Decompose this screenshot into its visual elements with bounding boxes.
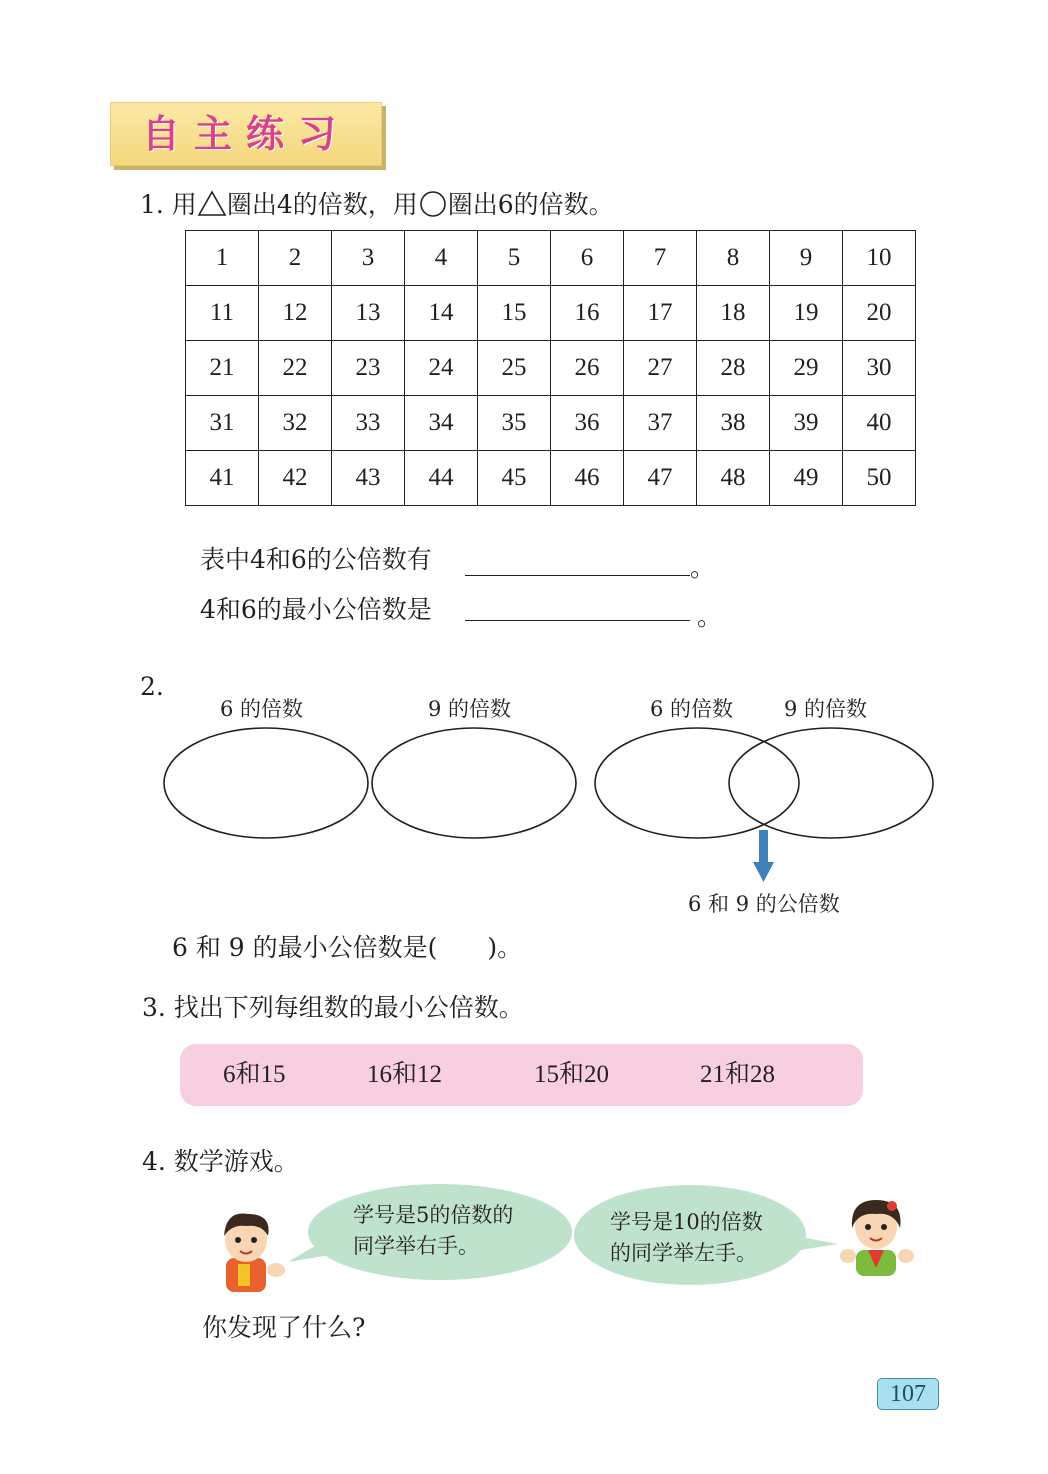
venn-label-9-multiples: 9 的倍数 (428, 697, 512, 721)
number-cell[interactable]: 44 (405, 451, 478, 506)
number-cell[interactable]: 17 (624, 286, 697, 341)
boy-character-icon (224, 1213, 285, 1292)
girl-character-icon (840, 1200, 914, 1276)
number-cell[interactable]: 8 (697, 231, 770, 286)
number-cell[interactable]: 39 (770, 396, 843, 451)
q1-prefix: 1. 用 (140, 190, 197, 219)
bubble-right-line1: 学号是10的倍数 (610, 1210, 763, 1234)
q2-answer-line: 6 和 9 的最小公倍数是( )。 (172, 933, 523, 962)
section-title: 自主练习 (141, 112, 350, 156)
q3-title: 3. 找出下列每组数的最小公倍数。 (142, 993, 524, 1022)
number-cell[interactable]: 18 (697, 286, 770, 341)
number-cell[interactable]: 3 (332, 231, 405, 286)
number-cell[interactable]: 12 (259, 286, 332, 341)
number-cell[interactable]: 20 (843, 286, 916, 341)
pair-item: 6和15 (223, 1061, 286, 1088)
number-cell[interactable]: 7 (624, 231, 697, 286)
number-cell[interactable]: 27 (624, 341, 697, 396)
number-cell[interactable]: 10 (843, 231, 916, 286)
q1-line2-end: 。 (697, 602, 723, 631)
number-cell[interactable]: 23 (332, 341, 405, 396)
number-cell[interactable]: 29 (770, 341, 843, 396)
number-cell[interactable]: 35 (478, 396, 551, 451)
number-cell[interactable]: 22 (259, 341, 332, 396)
q1-suffix: 圈出6的倍数。 (447, 190, 614, 219)
number-cell[interactable]: 37 (624, 396, 697, 451)
number-cell[interactable]: 38 (697, 396, 770, 451)
number-cell[interactable]: 46 (551, 451, 624, 506)
number-cell[interactable]: 40 (843, 396, 916, 451)
number-cell[interactable]: 30 (843, 341, 916, 396)
pair-item: 16和12 (367, 1061, 443, 1088)
number-cell[interactable]: 41 (186, 451, 259, 506)
number-cell[interactable]: 24 (405, 341, 478, 396)
number-cell[interactable]: 25 (478, 341, 551, 396)
number-cell[interactable]: 9 (770, 231, 843, 286)
number-cell[interactable]: 15 (478, 286, 551, 341)
page-number: 107 (877, 1378, 939, 1410)
venn-label-6-multiples-overlap: 6 的倍数 (650, 697, 734, 721)
venn-label-6-multiples: 6 的倍数 (220, 697, 304, 721)
number-cell[interactable]: 45 (478, 451, 551, 506)
number-cell[interactable]: 48 (697, 451, 770, 506)
number-cell[interactable]: 1 (186, 231, 259, 286)
q1-line2-label: 4和6的最小公倍数是 (200, 595, 432, 624)
number-cell[interactable]: 21 (186, 341, 259, 396)
number-cell[interactable]: 26 (551, 341, 624, 396)
common-multiples-label: 6 和 9 的公倍数 (688, 892, 840, 916)
number-cell[interactable]: 36 (551, 396, 624, 451)
number-cell[interactable]: 13 (332, 286, 405, 341)
number-cell[interactable]: 16 (551, 286, 624, 341)
pair-item: 21和28 (700, 1061, 776, 1088)
venn-label-9-multiples-overlap: 9 的倍数 (784, 697, 868, 721)
bubble-right-line2: 的同学举左手。 (610, 1241, 757, 1265)
number-cell[interactable]: 50 (843, 451, 916, 506)
number-cell[interactable]: 19 (770, 286, 843, 341)
number-cell[interactable]: 5 (478, 231, 551, 286)
number-cell[interactable]: 43 (332, 451, 405, 506)
q1-line1-end: 。 (690, 553, 716, 582)
bubble-left-line1: 学号是5的倍数的 (353, 1203, 514, 1227)
number-cell[interactable]: 14 (405, 286, 478, 341)
number-cell[interactable]: 32 (259, 396, 332, 451)
number-cell[interactable]: 34 (405, 396, 478, 451)
number-cell[interactable]: 28 (697, 341, 770, 396)
number-cell[interactable]: 6 (551, 231, 624, 286)
q1-mid: 圈出4的倍数，用 (226, 190, 418, 219)
number-cell[interactable]: 49 (770, 451, 843, 506)
number-cell[interactable]: 47 (624, 451, 697, 506)
bubble-left-line2: 同学举右手。 (353, 1234, 479, 1258)
q4-title: 4. 数学游戏。 (142, 1147, 299, 1176)
number-cell[interactable]: 4 (405, 231, 478, 286)
q2-number: 2. (140, 672, 164, 701)
number-cell[interactable]: 42 (259, 451, 332, 506)
pair-item: 15和20 (534, 1061, 610, 1088)
q1-line1-label: 表中4和6的公倍数有 (200, 545, 432, 574)
q4-question: 你发现了什么? (202, 1313, 366, 1342)
number-cell[interactable]: 33 (332, 396, 405, 451)
number-cell[interactable]: 2 (259, 231, 332, 286)
number-cell[interactable]: 11 (186, 286, 259, 341)
number-cell[interactable]: 31 (186, 396, 259, 451)
